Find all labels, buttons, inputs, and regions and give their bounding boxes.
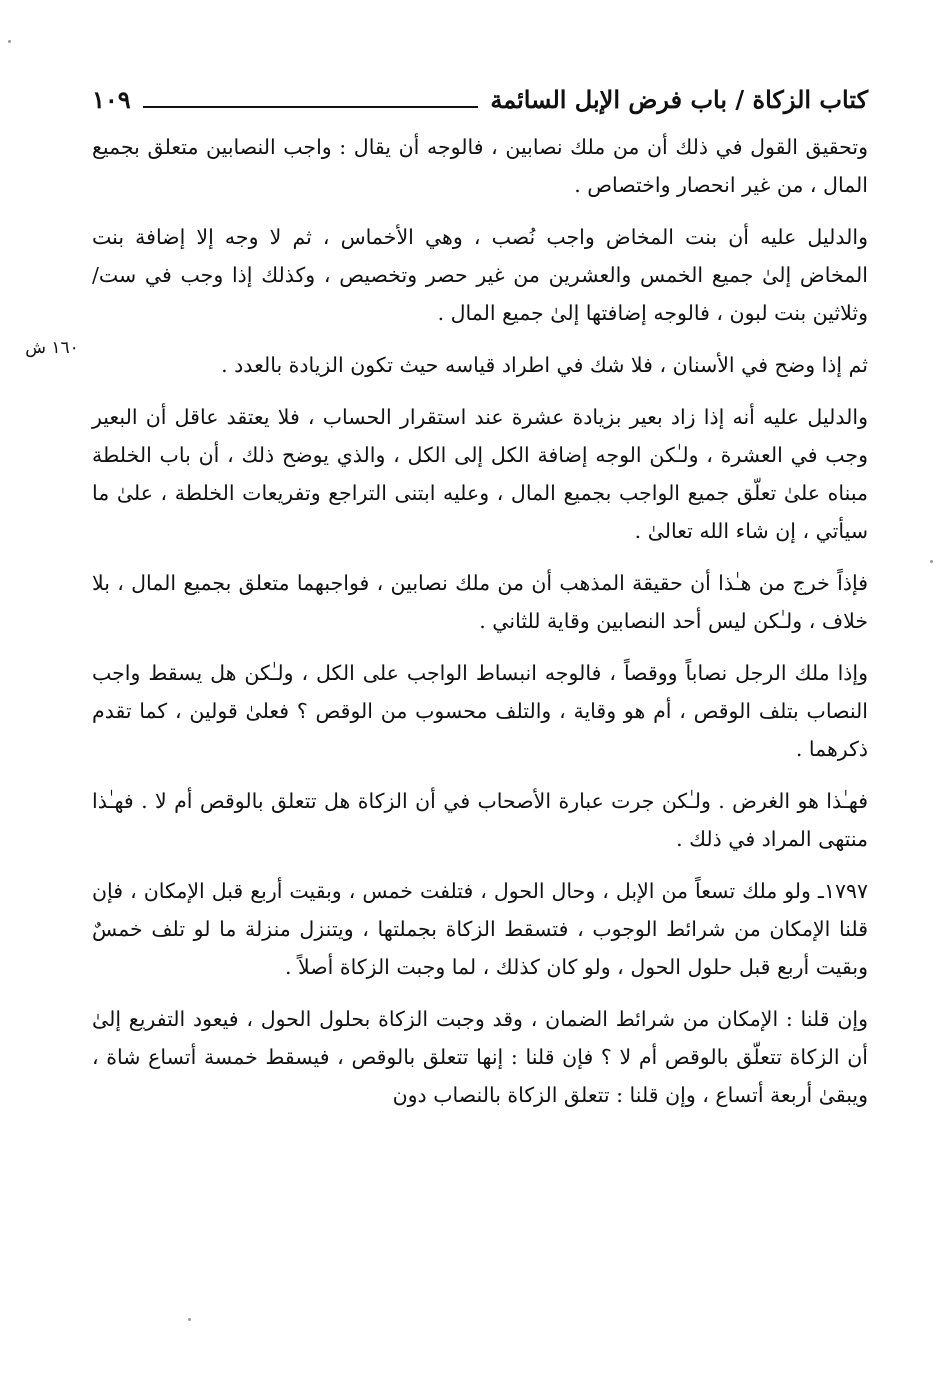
paragraph: والدليل عليه أن بنت المخاض واجب نُصب ، وهي الأخماس ، ثم لا وجه إلا إضافة بنت المخاض إلىٰ جميع الخمس والعشرين من غير حصر وتخصيص ، وكذلك إذا وجب في ست/ وثلاثين بنت لبون ، فالوجه إضافتها إلىٰ جميع المال . [92,225,868,325]
header-title: كتاب الزكاة / باب فرض الإبل السائمة [490,85,868,114]
running-header [92,76,868,120]
margin-note: ١٦٠ ش [25,338,79,358]
page-number: ١٠٩ [92,85,131,114]
paragraph: فهـٰذا هو الغرض . ولـٰكن جرت عبارة الأصحاب في أن الزكاة هل تتعلق بالوقص أم لا . فهـٰذا منتهى المراد في ذلك . [92,789,868,851]
paragraph: ثم إذا وضح في الأسنان ، فلا شك في اطراد قياسه حيث تكون الزيادة بالعدد . [221,353,868,377]
scan-speck [8,40,11,43]
body-text [92,128,868,1128]
header-rule [143,106,479,108]
scan-speck [188,1318,191,1321]
paragraph: فإذاً خرج من هـٰذا أن حقيقة المذهب أن من ملك نصابين ، فواجبهما متعلق بجميع المال ، بلا خلاف ، ولـٰكن ليس أحد النصابين وقاية للثاني . [92,571,868,633]
scan-speck [930,560,933,563]
paragraph: وإن قلنا : الإمكان من شرائط الضمان ، وقد وجبت الزكاة بحلول الحول ، فيعود التفريع إلىٰ أن الزكاة تتعلّق بالوقص أم لا ؟ فإن قلنا : إنها تتعلق بالوقص ، فيسقط خمسة أتساع شاة ، ويبقىٰ أربعة أتساع ، وإن قلنا : تتعلق الزكاة بالنصاب دون [92,1007,868,1107]
paragraph: وتحقيق القول في ذلك أن من ملك نصابين ، فالوجه أن يقال : واجب النصابين متعلق بجميع المال ، من غير انحصار واختصاص . [92,135,868,197]
paragraph: والدليل عليه أنه إذا زاد بعير بزيادة عشرة عند استقرار الحساب ، فلا يعتقد عاقل أن البعير وجب في العشرة ، ولـٰكن الوجه إضافة الكل إلى الكل ، والذي يوضح ذلك ، أن باب الخلطة مبناه علىٰ تعلّق جميع الواجب بجميع المال ، وعليه ابتنى التراجع وتفريعات الخلطة ، علىٰ ما سيأتي ، إن شاء الله تعالىٰ . [92,405,868,543]
paragraph: وإذا ملك الرجل نصاباً ووقصاً ، فالوجه انبساط الواجب على الكل ، ولـٰكن هل يسقط واجب النصاب بتلف الوقص ، أم هو وقاية ، والتلف محسوب من الوقص ؟ فعلىٰ قولين ، كما تقدم ذكرهما . [92,661,868,761]
paragraph: ١٧٩٧ـ ولو ملك تسعاً من الإبل ، وحال الحول ، فتلفت خمس ، وبقيت أربع قبل الإمكان ، فإن قلنا الإمكان من شرائط الوجوب ، فتسقط الزكاة بجملتها ، ويتنزل منزلة ما لو تلف خمسٌ وبقيت أربع قبل حلول الحول ، ولو كان كذلك ، لما وجبت الزكاة أصلاً . [92,879,868,979]
